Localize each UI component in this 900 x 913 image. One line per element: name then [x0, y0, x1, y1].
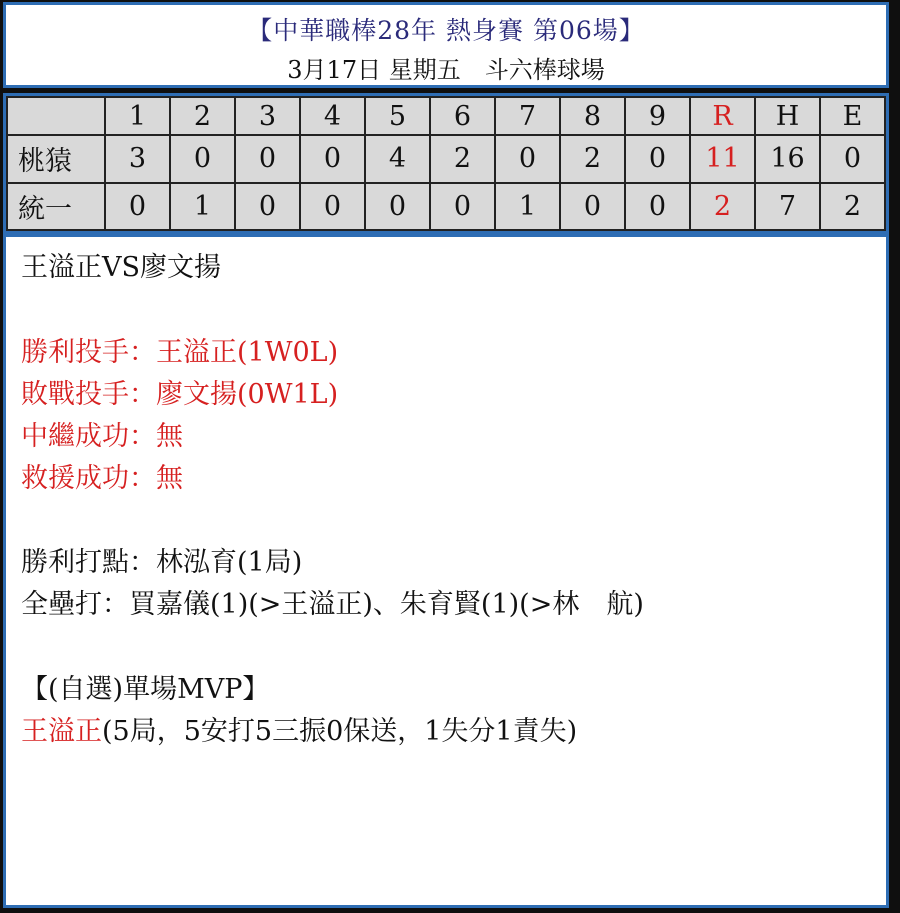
inning-score: 2: [430, 135, 495, 182]
runs-header: R: [690, 97, 755, 135]
scoreboard-row-away: [7, 135, 885, 182]
inning-header: 6: [430, 97, 495, 135]
runs-total: 11: [690, 135, 755, 182]
inning-header: 7: [495, 97, 560, 135]
scoreboard-row-home: [7, 183, 885, 230]
mvp-label: 【(自選)單場MVP】: [21, 674, 270, 705]
scoreboard-header-row: [7, 97, 885, 135]
inning-header: 8: [560, 97, 625, 135]
inning-score: 0: [170, 135, 235, 182]
runs-total: 2: [690, 183, 755, 230]
inning-score: 0: [235, 135, 300, 182]
inning-header: 4: [300, 97, 365, 135]
winning-rbi: 勝利打點：林泓育(1局): [21, 547, 303, 578]
inning-score: 0: [625, 183, 690, 230]
mvp-line: [21, 715, 577, 749]
game-header: [3, 2, 889, 88]
inning-score: 0: [235, 183, 300, 230]
inning-score: 0: [365, 183, 430, 230]
inning-score: 0: [560, 183, 625, 230]
hits-total: 16: [755, 135, 820, 182]
inning-score: 0: [495, 135, 560, 182]
game-title: 【中華職棒28年 熱身賽 第06場】: [247, 16, 645, 45]
inning-header: 9: [625, 97, 690, 135]
inning-score: 1: [170, 183, 235, 230]
save-pitcher: 救援成功：無: [21, 463, 183, 494]
inning-score: 0: [625, 135, 690, 182]
home-runs: 全壘打：買嘉儀(1)(>王溢正)、朱育賢(1)(>林 航): [21, 589, 644, 620]
mvp-stats: (5局，5安打5三振0保送，1失分1責失): [102, 716, 578, 747]
inning-header: 3: [235, 97, 300, 135]
inning-score: 0: [105, 183, 170, 230]
team-name: 統一: [7, 183, 105, 230]
mvp-name: 王溢正: [21, 716, 102, 747]
inning-score: 0: [430, 183, 495, 230]
losing-pitcher: 敗戰投手：廖文揚(0W1L): [21, 379, 339, 410]
game-date-venue: 3月17日 星期五 斗六棒球場: [287, 56, 605, 84]
inning-score: 0: [300, 183, 365, 230]
inning-header: 1: [105, 97, 170, 135]
team-name: 桃猿: [7, 135, 105, 182]
inning-header: 5: [365, 97, 430, 135]
scoreboard: [3, 93, 889, 234]
inning-score: 3: [105, 135, 170, 182]
errors-header: E: [820, 97, 885, 135]
inning-score: 2: [560, 135, 625, 182]
scoreboard-table: [6, 96, 886, 231]
errors-total: 0: [820, 135, 885, 182]
winning-pitcher: 勝利投手：王溢正(1W0L): [21, 337, 339, 368]
team-header-cell: [7, 97, 105, 135]
errors-total: 2: [820, 183, 885, 230]
inning-score: 4: [365, 135, 430, 182]
inning-score: 0: [300, 135, 365, 182]
inning-header: 2: [170, 97, 235, 135]
hits-header: H: [755, 97, 820, 135]
pitcher-matchup: 王溢正VS廖文揚: [21, 252, 221, 283]
hold-pitcher: 中繼成功：無: [21, 421, 183, 452]
inning-score: 1: [495, 183, 560, 230]
hits-total: 7: [755, 183, 820, 230]
game-notes: [3, 234, 889, 908]
